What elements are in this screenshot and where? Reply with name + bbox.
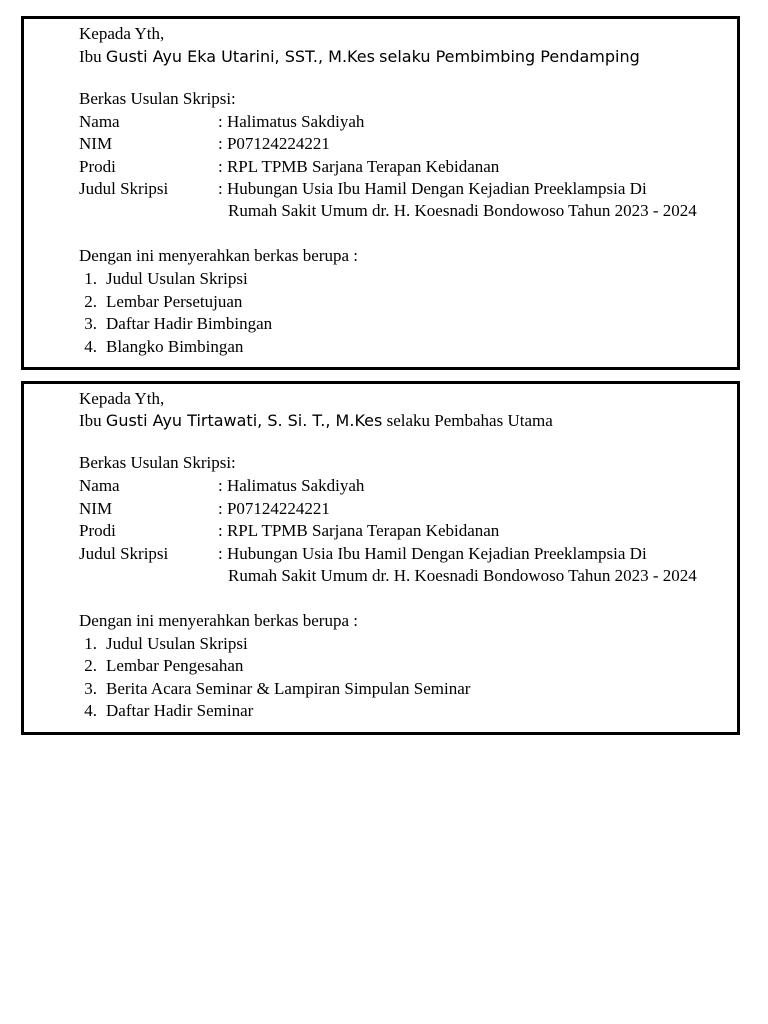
- list-number: 4.: [84, 701, 97, 720]
- list-text: Daftar Hadir Bimbingan: [106, 314, 273, 333]
- field-row: [79, 111, 364, 133]
- field-value: : Halimatus Sakdiyah: [218, 112, 365, 131]
- list-text: Judul Usulan Skripsi: [106, 634, 248, 653]
- title-continuation: Rumah Sakit Umum dr. H. Koesnadi Bondowoso Tahun 2023 - 2024: [228, 566, 697, 585]
- list-item: [79, 268, 248, 290]
- recipient-role: selaku Pembimbing Pendamping: [379, 47, 640, 66]
- submission-intro: Dengan ini menyerahkan berkas berupa :: [79, 246, 358, 265]
- list-item: [79, 336, 243, 358]
- field-label: Nama: [79, 112, 120, 131]
- field-row: [79, 178, 647, 200]
- list-number: 2.: [84, 292, 97, 311]
- field-label: NIM: [79, 134, 113, 153]
- list-text: Berita Acara Seminar & Lampiran Simpulan Seminar: [106, 679, 471, 698]
- field-label: Prodi: [79, 521, 116, 540]
- submission-intro: Dengan ini menyerahkan berkas berupa :: [79, 611, 358, 630]
- list-text: Lembar Persetujuan: [106, 292, 243, 311]
- field-value: : Hubungan Usia Ibu Hamil Dengan Kejadian Preeklampsia Di: [218, 544, 647, 563]
- list-item: [79, 291, 242, 313]
- list-text: Daftar Hadir Seminar: [106, 701, 254, 720]
- field-row: [79, 133, 330, 155]
- field-row: [79, 520, 499, 542]
- recipient-role: selaku Pembahas Utama: [386, 411, 553, 430]
- recipient-line: [79, 46, 640, 68]
- honorific: Ibu: [79, 411, 102, 430]
- field-row: [79, 543, 647, 565]
- list-number: 4.: [84, 337, 97, 356]
- recipient-name: Gusti Ayu Tirtawati, S. Si. T., M.Kes: [105, 411, 383, 430]
- list-item: [79, 655, 243, 677]
- greeting: Kepada Yth,: [79, 24, 165, 43]
- field-label: NIM: [79, 499, 113, 518]
- field-value: : P07124224221: [218, 134, 330, 153]
- recipient-line: [79, 410, 553, 432]
- field-label: Nama: [79, 476, 120, 495]
- field-value: : P07124224221: [218, 499, 330, 518]
- list-number: 3.: [84, 314, 97, 333]
- list-item: [79, 313, 272, 335]
- section-title: Berkas Usulan Skripsi:: [79, 89, 236, 108]
- list-text: Lembar Pengesahan: [106, 656, 244, 675]
- field-value: : RPL TPMB Sarjana Terapan Kebidanan: [218, 521, 500, 540]
- list-number: 1.: [84, 634, 97, 653]
- list-item: [79, 633, 248, 655]
- field-value: : Hubungan Usia Ibu Hamil Dengan Kejadian Preeklampsia Di: [218, 179, 647, 198]
- title-continuation: Rumah Sakit Umum dr. H. Koesnadi Bondowoso Tahun 2023 - 2024: [228, 201, 697, 220]
- field-row: [79, 498, 330, 520]
- field-row: [79, 156, 499, 178]
- list-text: Blangko Bimbingan: [106, 337, 244, 356]
- list-number: 2.: [84, 656, 97, 675]
- submission-card-2: [21, 381, 740, 735]
- field-row: [79, 475, 364, 497]
- field-value: : RPL TPMB Sarjana Terapan Kebidanan: [218, 157, 500, 176]
- section-title: Berkas Usulan Skripsi:: [79, 453, 236, 472]
- field-label: Prodi: [79, 157, 116, 176]
- list-number: 1.: [84, 269, 97, 288]
- greeting: Kepada Yth,: [79, 389, 165, 408]
- submission-card-1: [21, 16, 740, 370]
- list-item: [79, 678, 470, 700]
- field-label: Judul Skripsi: [79, 179, 169, 198]
- list-number: 3.: [84, 679, 97, 698]
- honorific: Ibu: [79, 47, 102, 66]
- list-text: Judul Usulan Skripsi: [106, 269, 248, 288]
- list-item: [79, 700, 253, 722]
- recipient-name: Gusti Ayu Eka Utarini, SST., M.Kes: [105, 47, 375, 66]
- field-value: : Halimatus Sakdiyah: [218, 476, 365, 495]
- field-label: Judul Skripsi: [79, 544, 169, 563]
